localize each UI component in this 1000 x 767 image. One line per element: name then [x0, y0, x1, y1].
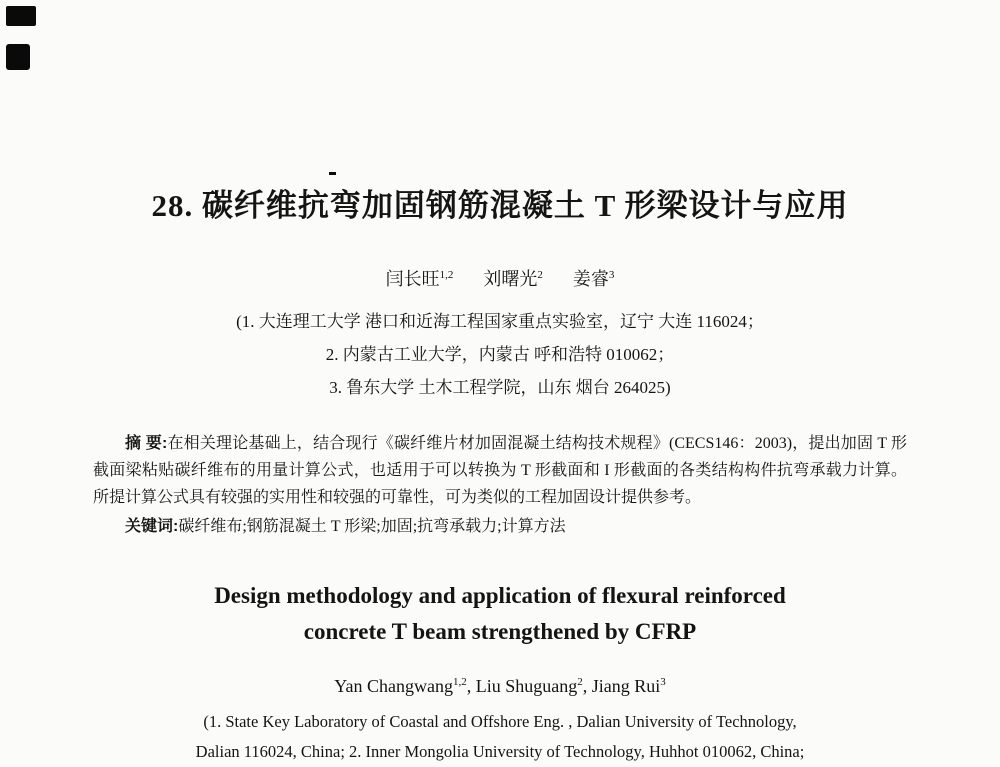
- keywords-text: 碳纤维布;钢筋混凝土 T 形梁;加固;抗弯承载力;计算方法: [178, 518, 566, 535]
- author-name: Jiang Rui: [591, 676, 661, 696]
- paper-title-zh: 28. 碳纤维抗弯加固钢筋混凝土 T 形梁设计与应用: [151, 188, 849, 223]
- author-en: [476, 676, 592, 696]
- author-superscript: 3: [608, 269, 615, 281]
- keywords-section: [93, 513, 907, 540]
- author-separator: ,: [582, 676, 592, 696]
- author-superscript: 1,2: [439, 269, 454, 281]
- affiliation-line: (1. State Key Laboratory of Coastal and Offshore Eng. , Dalian University of Technology,: [203, 712, 797, 731]
- author-name: 姜睿: [572, 269, 609, 289]
- affiliation-line: Dalian 116024, China; 2. Inner Mongolia University of Technology, Huhhot 010062, China;: [195, 742, 805, 761]
- author-superscript: 3: [660, 676, 666, 688]
- author-separator: ,: [466, 676, 476, 696]
- paper-title-en-line1: Design methodology and application of flexural reinforced: [214, 583, 786, 608]
- scan-artifact: [329, 172, 336, 175]
- author-name: Liu Shuguang: [475, 676, 578, 696]
- paper-title-en-line2: concrete T beam strengthened by CFRP: [303, 619, 697, 644]
- author-en: [334, 676, 475, 696]
- author-superscript: 2: [577, 676, 583, 688]
- abstract-section: [93, 430, 907, 511]
- paper-title-en: [120, 578, 880, 650]
- affiliation-line: (1. 大连理工大学 港口和近海工程国家重点实验室，辽宁 大连 116024；: [236, 312, 764, 331]
- author-zh: [386, 265, 454, 291]
- author-superscript: 2: [537, 269, 543, 281]
- author-en: [592, 676, 666, 696]
- authors-zh: [0, 265, 1000, 291]
- abstract-label: 摘 要:: [125, 435, 168, 452]
- authors-en: [0, 676, 1000, 697]
- scan-artifact: [6, 6, 36, 26]
- scan-artifact: [6, 44, 30, 70]
- keywords-label: 关键词:: [125, 518, 179, 535]
- affiliations-en: [0, 707, 1000, 767]
- author-zh: [573, 265, 615, 291]
- affiliation-line: 3. 鲁东大学 土木工程学院，山东 烟台 264025): [329, 378, 671, 397]
- author-name: Yan Changwang: [334, 676, 453, 696]
- abstract-paragraph: [93, 430, 907, 511]
- affiliations-zh: [0, 305, 1000, 404]
- author-name: 闫长旺: [385, 269, 440, 289]
- author-zh: [483, 265, 543, 291]
- author-name: 刘曙光: [483, 269, 538, 289]
- affiliation-line: 2. 内蒙古工业大学，内蒙古 呼和浩特 010062；: [325, 345, 675, 364]
- abstract-text: 在相关理论基础上，结合现行《碳纤维片材加固混凝土结构技术规程》(CECS146：2003)，提出加固 T 形截面梁粘贴碳纤维布的用量计算公式，也适用于可以转换为 T 形截面和 I 形截面的各类结构构件抗弯承载力计算。所提计算公式具有较强的实用性和较强的可靠性，可为类似的工程加固设计提供参考。: [93, 435, 907, 506]
- author-superscript: 1,2: [452, 676, 467, 688]
